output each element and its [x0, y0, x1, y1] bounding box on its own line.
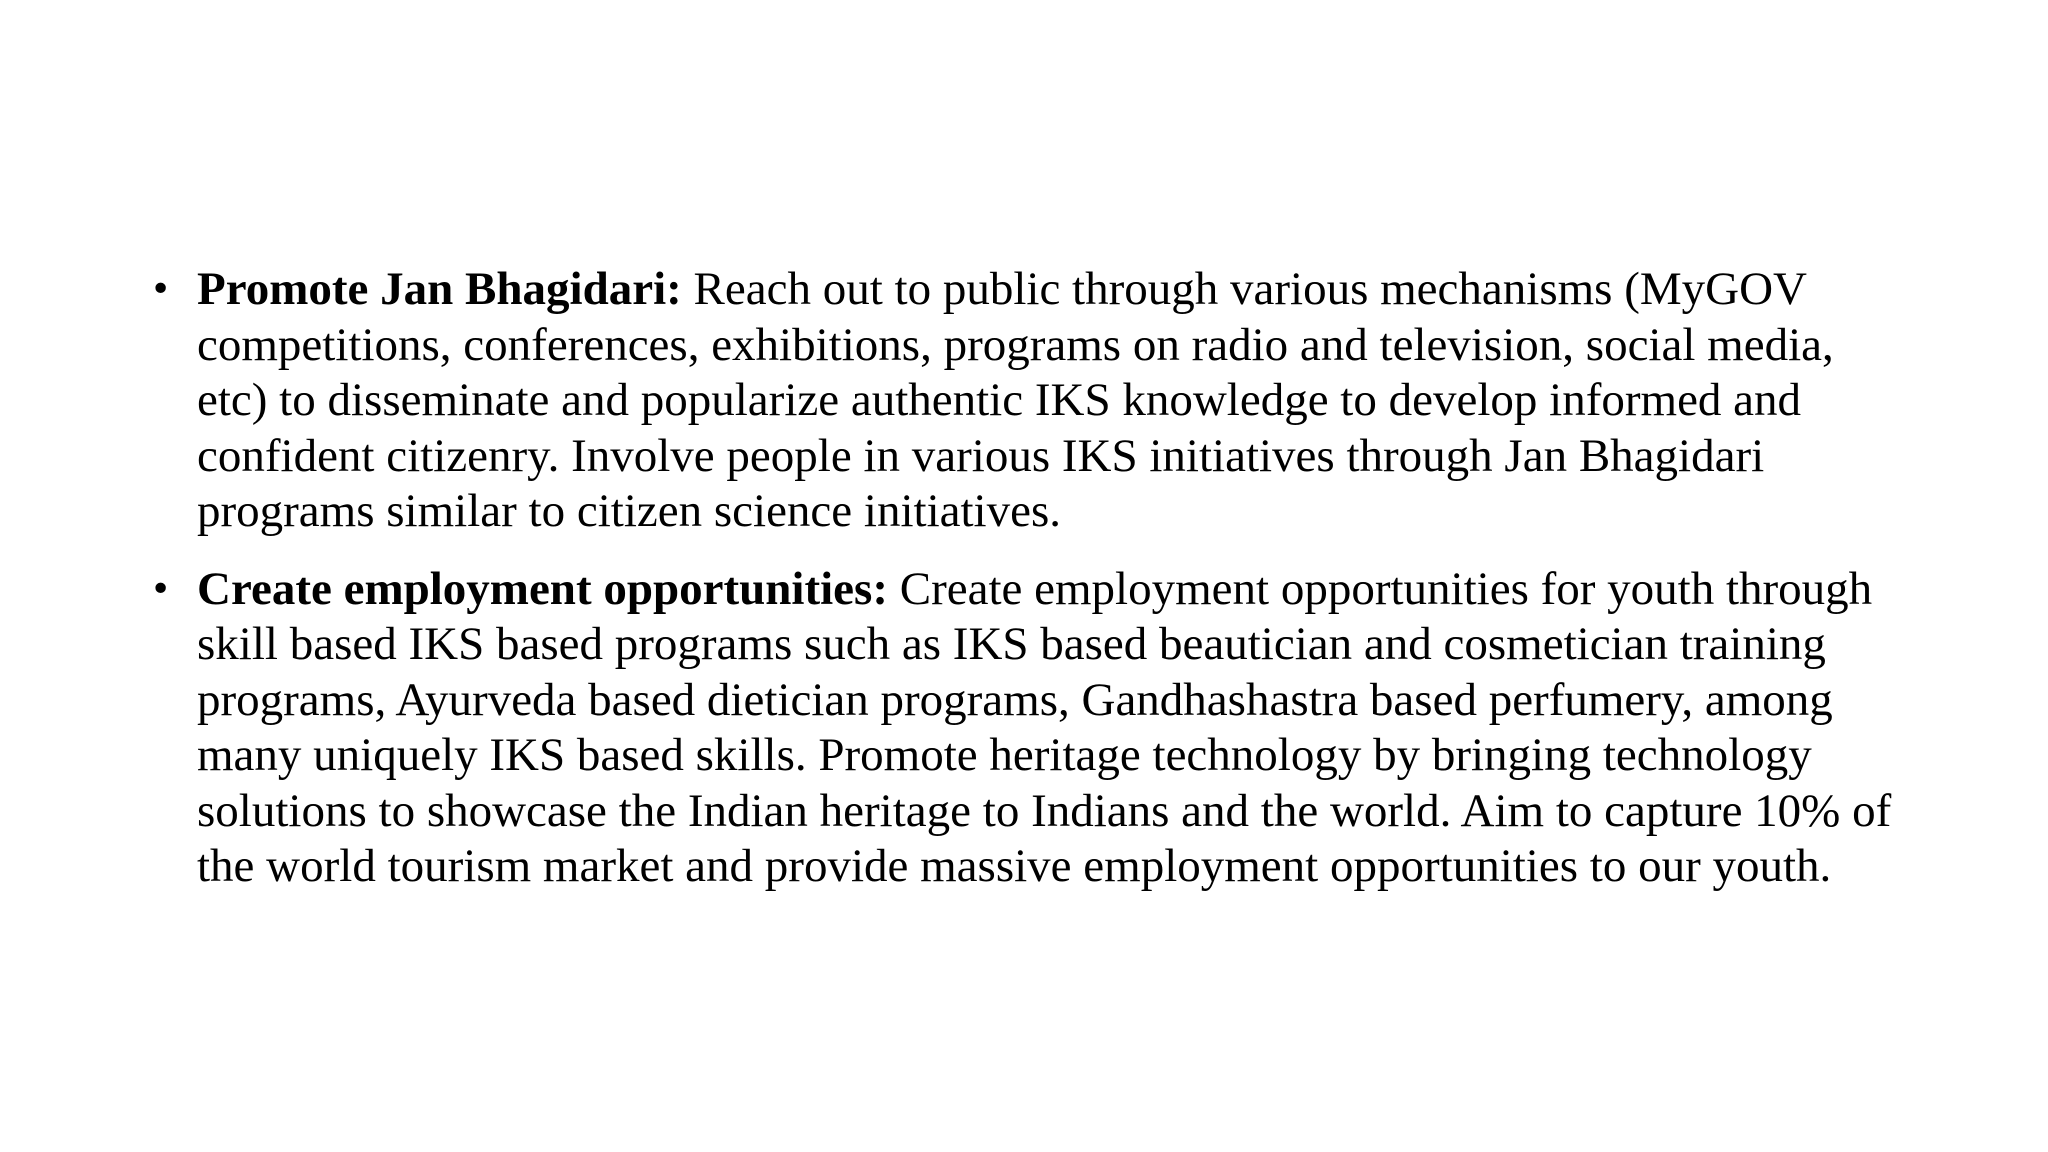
bullet-dot-icon: • [150, 568, 172, 610]
bullet-text: Reach out to public through various mechanisms (MyGOV competitions, conferences, exhibitions, programs on radio and television, social media, etc) to disseminate and popularize authentic IKS knowledge to develop informed and confident citizenry. Involve people in various IKS initiatives through Jan Bhagidari programs similar to citizen science initiatives. [197, 263, 1834, 537]
bullet-title: Create employment opportunities: [197, 562, 888, 615]
bullet-item-jan-bhagidari [150, 262, 1910, 540]
bullet-dot-icon: • [150, 269, 172, 310]
bullet-title: Promote Jan Bhagidari: [197, 263, 682, 315]
bullet-list [150, 262, 1910, 917]
bullet-text: Create employment opportunities for youth through skill based IKS based programs such as IKS based beautician and cosmetician training programs, Ayurveda based dietician programs, Gandhashastra based perfumery, among many uniquely IKS based skills. Promote heritage technology by bringing technology solutions to showcase the Indian heritage to Indians and the world. Aim to capture 10% of the world tourism market and provide massive employment opportunities to our youth. [197, 562, 1892, 892]
bullet-item-employment [150, 562, 1910, 895]
